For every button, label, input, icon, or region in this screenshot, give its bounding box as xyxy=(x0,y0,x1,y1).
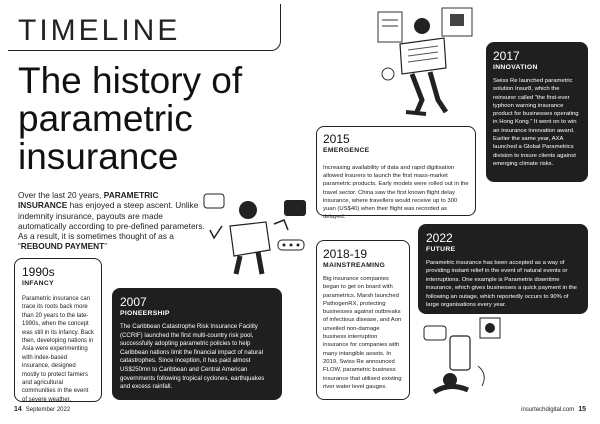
section-title: TIMELINE xyxy=(18,14,181,47)
card-year: 2022 xyxy=(426,231,453,245)
footer-right xyxy=(521,406,586,413)
timeline-card-2015 xyxy=(316,126,476,221)
card-year: 1990s xyxy=(22,265,55,279)
card-tag: MAINSTREAMING xyxy=(323,262,386,269)
card-text: Big insurance companies began to get on board with parametrics. Marsh launched PathogenRX, protecting businesses against outbreaks of infectious disease, and Aon unveiled non-damage business interruption insurance for companies with many intangible assets. In 2019, Swiss Re announced FLOW, parametric business insurance that utilised existing river water level gauges. xyxy=(323,276,402,390)
reader-illustration xyxy=(372,4,482,122)
site-name: insurtechdigital.com xyxy=(521,407,575,413)
card-year: 2015 xyxy=(323,132,350,146)
page-number-left: 14 xyxy=(14,406,22,413)
issue-date: September 2022 xyxy=(25,407,71,413)
timeline-card-2017 xyxy=(486,42,588,182)
card-text: Increasing availability of data and rapid digitisation allowed insurers to launch the first mass-market parametric products. Early models were rolled out in the travel sector. China saw the first known flight delay insurance, where travellers would receive up to 300 yuan (US$40) when their flight was recorded as delayed. xyxy=(323,165,469,221)
intro-text-2: has enjoyed a steep ascent. Unlike indemnity insurance, payouts are made automatically according to pre-defined parameters. As a result, it is sometimes thought of as a “ xyxy=(18,200,205,252)
card-tag: INFANCY xyxy=(22,280,54,287)
card-text: Parametric insurance has been accepted as a way of providing instant relief in the event of natural events or interruptions. One example is Parametrix downtime insurance, which gives businesses a quick payment in the following an outage, which reportedly occurs to 90% of large organisations every year. xyxy=(426,260,577,309)
card-year: 2007 xyxy=(120,295,147,309)
intro-bold-1: PARAMETRIC INSURANCE xyxy=(18,190,159,211)
intro-bold-2: REBOUND PAYMENT xyxy=(20,241,105,252)
intro-text-3: ” xyxy=(104,241,107,252)
intro-text-1: Over the last 20 years, xyxy=(18,190,104,200)
card-text: Parametric insurance can trace its roots back more than 20 years to the late-1990s, when the concept was still in its infancy. Back then, developing nations in Asia were experimenting with index-based insurance, designed mostly to protect farmers and agricultural communities in the event of severe weather. xyxy=(22,296,94,403)
card-tag: PIONEERSHIP xyxy=(120,310,170,317)
card-tag: EMERGENCE xyxy=(323,147,370,154)
timeline-card-1990s xyxy=(14,258,102,402)
card-tag: FUTURE xyxy=(426,246,456,253)
card-text: The Caribbean Catastrophe Risk Insurance Facility (CCRIF) launched the first multi-country risk pool, successfully adopting parametric policies to help Caribbean nations limit the financial impact of natural catastrophes. Since inception, it has paid almost US$250mn to Caribbean and Central American governments following tropical cyclones, earthquakes and excess rainfall. xyxy=(120,323,265,391)
footer-left xyxy=(14,406,70,413)
page-number-right: 15 xyxy=(578,406,586,413)
timeline-card-2022 xyxy=(418,224,588,314)
card-year: 2017 xyxy=(493,49,520,63)
card-year: 2018-19 xyxy=(323,247,368,261)
phone-illustration xyxy=(420,314,508,398)
timeline-card-2007 xyxy=(112,288,282,400)
card-text: Swiss Re launched parametric solution Insur8, which the reinsurer called “the first-ever typhoon warning insurance product for businesses operating in Hong Kong.” It went on to win an insurance innovation award. Earlier the same year, AXA launched a Global Parametrics division to insure clients against emerging climate risks. xyxy=(493,78,579,167)
chat-illustration xyxy=(200,186,310,278)
timeline-card-2018-19 xyxy=(316,240,410,400)
card-tag: INNOVATION xyxy=(493,64,538,71)
page-headline: The history of parametric insurance xyxy=(18,60,243,177)
intro-paragraph xyxy=(18,190,208,252)
